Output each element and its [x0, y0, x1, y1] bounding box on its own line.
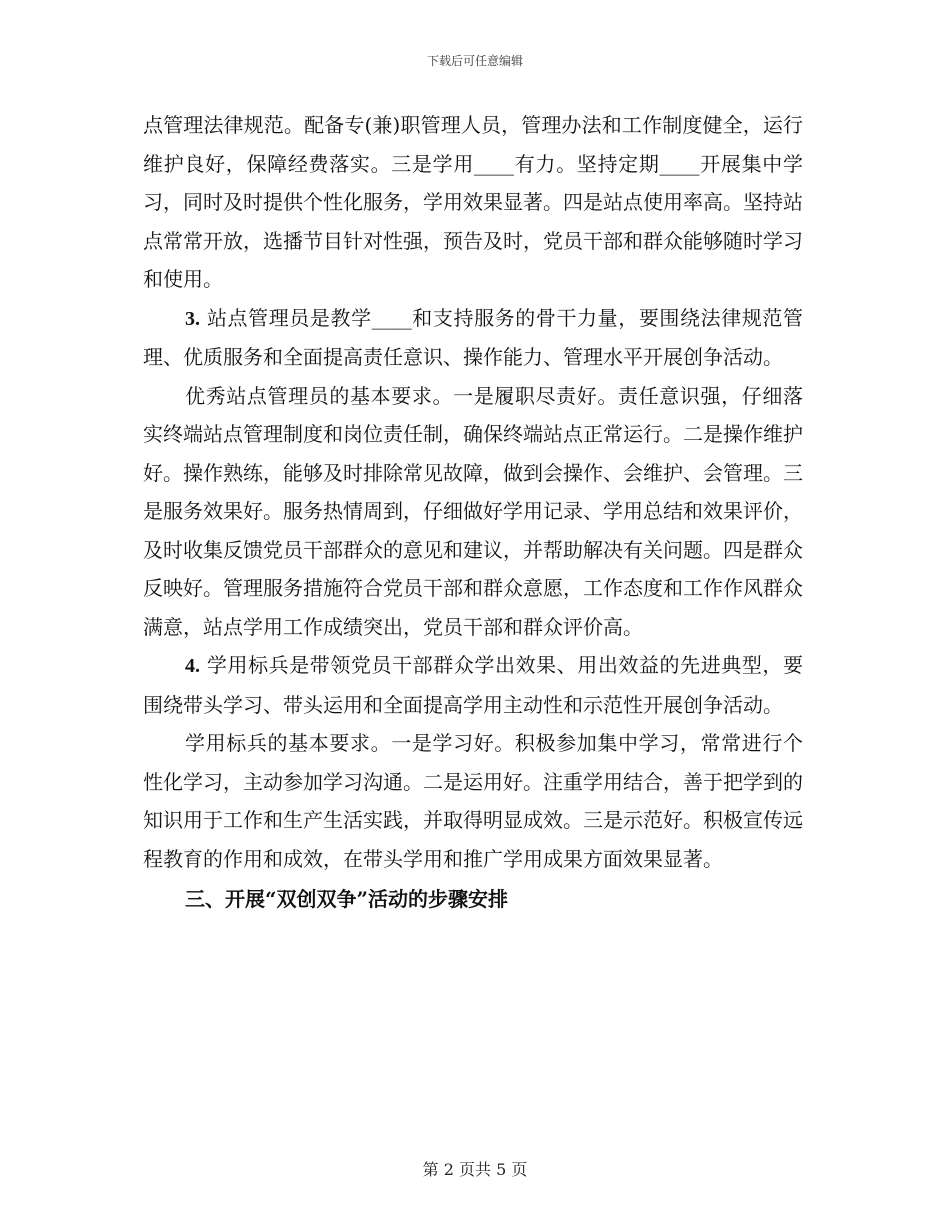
paragraph-continued [143, 106, 803, 299]
page-footer: 第 2 页共 5 页 [422, 1160, 528, 1179]
paragraph-item-3 [143, 299, 803, 377]
paragraph-manager-requirements [143, 377, 803, 647]
paragraph-text: 优秀站点管理员的基本要求。一是履职尽责好。责任意识强，仔细落实终端站点管理制度和岗位责任制，确保终端站点正常运行。二是操作维护好。操作熟练，能够及时排除常见故障，做到会操作、会维护、会管理。三是服务效果好。服务热情周到，仔细做好学用记录、学用总结和效果评价，及时收集反馈党员干部群众的意见和建议，并帮助解决有关问题。四是群众反映好。管理服务措施符合党员干部和群众意愿，工作态度和工作作风群众满意，站点学用工作成绩突出，党员干部和群众评价高。 [143, 383, 803, 639]
section-heading: 三、开展“双创双争”活动的步骤安排 [185, 887, 509, 911]
paragraph-text: 站点管理员是教学____和支持服务的骨干力量，要围绕法律规范管理、优质服务和全面提高责任意识、操作能力、管理水平开展创争活动。 [143, 305, 803, 369]
paragraph-item-4 [143, 646, 803, 724]
item-number: 3. [185, 307, 200, 330]
paragraph-text: 学用标兵的基本要求。一是学习好。积极参加集中学习，常常进行个性化学习，主动参加学习沟通。二是运用好。注重学用结合，善于把学到的知识用于工作和生产生活实践，并取得明显成效。三是示范好。积极宣传远程教育的作用和成效，在带头学用和推广学用成果方面效果显著。 [143, 731, 803, 871]
document-body [143, 106, 803, 919]
page-header: 下载后可任意编辑 [426, 54, 523, 68]
paragraph-model-requirements [143, 724, 803, 878]
item-number: 4. [185, 655, 200, 677]
paragraph-text: 学用标兵是带领党员干部群众学出效果、用出效益的先进典型，要围绕带头学习、带头运用和全面提高学用主动性和示范性开展创争活动。 [143, 653, 803, 717]
paragraph-text: 点管理法律规范。配备专(兼)职管理人员，管理办法和工作制度健全，运行维护良好，保障经费落实。三是学用____有力。坚持定期____开展集中学习，同时及时提供个性化服务，学用效果显著。四是站点使用率高。坚持站点常常开放，选播节目针对性强，预告及时，党员干部和群众能够随时学习和使用。 [143, 113, 803, 291]
